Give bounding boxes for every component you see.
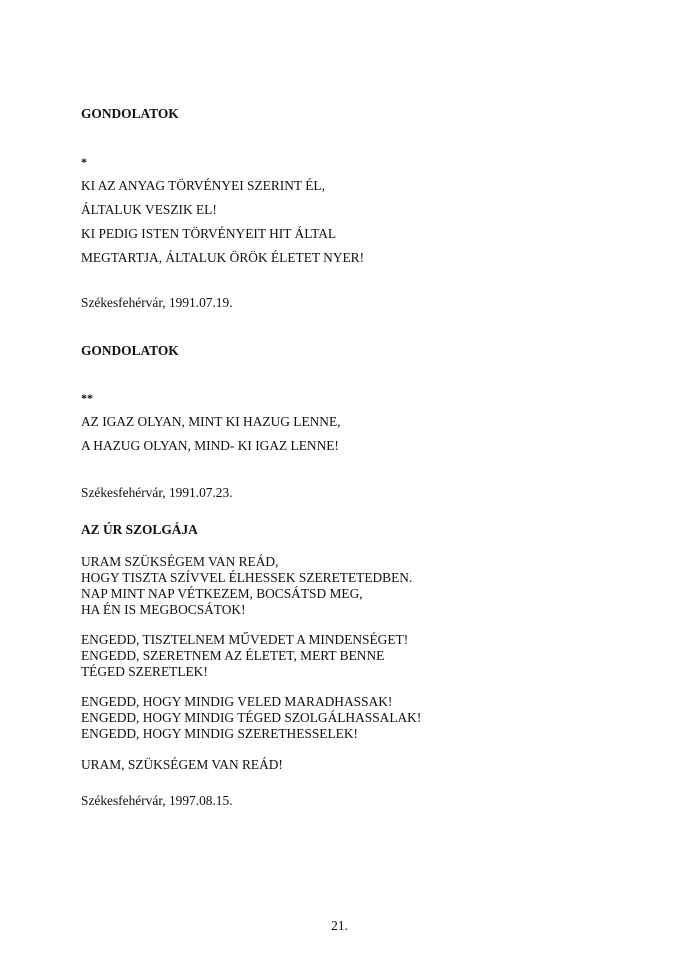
poem-line: MEGTARTJA, ÁLTALUK ÖRÖK ÉLETET NYER! xyxy=(81,250,365,265)
section-2-poem xyxy=(81,410,341,458)
section-3-stanza-3 xyxy=(81,694,421,742)
poem-line: AZ IGAZ OLYAN, MINT KI HAZUG LENNE, xyxy=(81,414,341,429)
section-3-stanza-2 xyxy=(81,632,408,680)
poem-line: A HAZUG OLYAN, MIND- KI IGAZ LENNE! xyxy=(81,438,339,453)
poem-line: NAP MINT NAP VÉTKEZEM, BOCSÁTSD MEG, xyxy=(81,586,363,601)
section-1-title: GONDOLATOK xyxy=(81,106,179,121)
section-2-mark: ** xyxy=(81,391,93,405)
section-1-signature: Székesfehérvár, 1991.07.19. xyxy=(81,295,233,310)
poem-line: HOGY TISZTA SZÍVVEL ÉLHESSEK SZERETETEDBEN. xyxy=(81,570,413,585)
section-2-title: GONDOLATOK xyxy=(81,343,179,358)
poem-line: ENGEDD, HOGY MINDIG SZERETHESSELEK! xyxy=(81,726,358,741)
poem-line: ÁLTALUK VESZIK EL! xyxy=(81,202,217,217)
section-3-signature: Székesfehérvár, 1997.08.15. xyxy=(81,793,233,808)
page-number: 21. xyxy=(331,918,348,934)
poem-line: ENGEDD, SZERETNEM AZ ÉLETET, MERT BENNE xyxy=(81,648,385,663)
section-3-title: AZ ÚR SZOLGÁJA xyxy=(81,522,198,537)
poem-line: KI AZ ANYAG TÖRVÉNYEI SZERINT ÉL, xyxy=(81,178,325,193)
section-1-poem xyxy=(81,174,364,270)
section-3-stanza-4 xyxy=(81,757,283,773)
poem-line: TÉGED SZERETLEK! xyxy=(81,664,208,679)
poem-line: URAM, SZÜKSÉGEM VAN REÁD! xyxy=(81,757,283,772)
poem-line: HA ÉN IS MEGBOCSÁTOK! xyxy=(81,602,246,617)
section-1-mark: * xyxy=(81,155,87,169)
poem-line: KI PEDIG ISTEN TÖRVÉNYEIT HIT ÁLTAL xyxy=(81,226,337,241)
poem-line: ENGEDD, HOGY MINDIG VELED MARADHASSAK! xyxy=(81,694,393,709)
poem-line: URAM SZÜKSÉGEM VAN REÁD, xyxy=(81,554,279,569)
poem-line: ENGEDD, HOGY MINDIG TÉGED SZOLGÁLHASSALAK! xyxy=(81,710,422,725)
poem-line: ENGEDD, TISZTELNEM MŰVEDET A MINDENSÉGET! xyxy=(81,632,409,647)
section-3-stanza-1 xyxy=(81,554,412,618)
section-2-signature: Székesfehérvár, 1991.07.23. xyxy=(81,485,233,500)
